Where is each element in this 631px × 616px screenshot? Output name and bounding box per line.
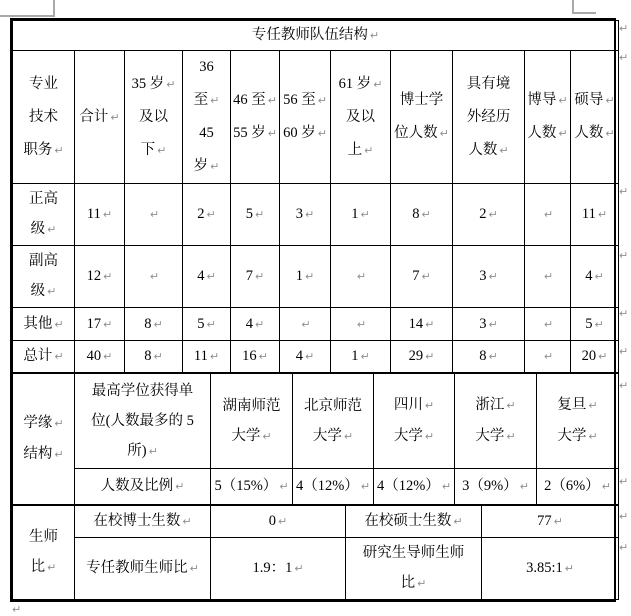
paragraph-mark-icon: ↵ <box>255 208 265 221</box>
data-cell[interactable] <box>75 308 125 341</box>
cell-text: 生师 <box>29 529 58 545</box>
cell-text: 职务 <box>23 141 53 158</box>
column-header-cell[interactable] <box>571 51 619 184</box>
data-cell[interactable] <box>280 246 331 308</box>
cell-text: 技术 <box>29 108 58 125</box>
paragraph-mark-icon: ↵ <box>364 143 374 157</box>
cell-value: 2 <box>479 206 487 222</box>
paragraph-mark-icon: ↵ <box>488 317 498 331</box>
paragraph-mark-icon: ↵ <box>425 317 435 331</box>
cell-text: 在校硕士生数 <box>364 513 452 529</box>
paragraph-mark-icon: ↵ <box>594 270 604 283</box>
paragraph-mark-icon: ↵ <box>255 270 265 283</box>
paragraph-mark-icon: ↵ <box>543 208 554 221</box>
paragraph-mark-icon: ↵ <box>506 430 516 443</box>
cell-value: 11 <box>193 348 208 364</box>
paragraph-mark-icon: ↵ <box>356 317 367 331</box>
paragraph-mark-icon: ↵ <box>543 317 554 331</box>
paragraph-mark-icon: ↵ <box>153 317 163 331</box>
paragraph-mark-icon: ↵ <box>267 127 277 140</box>
cell-value: 40 <box>86 348 102 364</box>
paragraph-mark-icon: ↵ <box>149 270 160 283</box>
cell-text: 四川 <box>393 397 423 413</box>
cell-text: 大学 <box>557 428 587 444</box>
metric-value-cell[interactable] <box>482 538 619 600</box>
cell-text: 级 <box>30 283 46 299</box>
paragraph-mark-icon: ↵ <box>553 515 563 528</box>
paragraph-mark-icon: ↵ <box>453 515 463 528</box>
data-cell[interactable] <box>280 308 331 341</box>
cell-value: 5 <box>197 315 205 332</box>
cell-text: 人数 <box>574 125 604 141</box>
data-cell[interactable] <box>391 308 453 341</box>
cell-text: 77 <box>537 513 552 529</box>
paragraph-mark-icon: ↵ <box>317 94 327 107</box>
paragraph-mark-icon: ↵ <box>209 350 220 363</box>
cell-text: 61 岁 <box>338 75 372 92</box>
data-cell[interactable] <box>231 308 280 341</box>
paragraph-mark-icon: ↵ <box>506 399 516 412</box>
paragraph-mark-icon: ↵ <box>305 350 315 363</box>
column-header-cell[interactable] <box>391 51 453 184</box>
data-cell[interactable] <box>231 246 280 308</box>
paragraph-mark-icon: ↵ <box>149 208 160 221</box>
paragraph-mark-icon: ↵ <box>317 127 327 140</box>
paragraph-mark-icon: ↵ <box>206 270 216 283</box>
data-cell[interactable] <box>231 341 280 373</box>
section-label-cell[interactable] <box>13 374 75 505</box>
cell-text: 位人数 <box>394 125 438 141</box>
paragraph-mark-icon: ↵ <box>421 208 431 221</box>
paragraph-mark-icon: ↵ <box>267 94 277 107</box>
cell-value: 14 <box>408 315 424 332</box>
cell-text: 湖南师范 <box>222 397 281 414</box>
metric-label-cell[interactable] <box>75 506 211 538</box>
paragraph-mark-icon: ↵ <box>360 350 370 363</box>
university-cell[interactable] <box>211 374 293 469</box>
paragraph-mark-icon: ↵ <box>110 110 120 124</box>
paragraph-mark-icon: ↵ <box>605 94 615 107</box>
metric-value-cell[interactable] <box>482 506 619 538</box>
staff-structure-grid <box>12 20 619 373</box>
data-cell[interactable] <box>525 184 571 246</box>
row-end-mark-icon: ↵ <box>619 22 629 35</box>
paragraph-mark-icon: ↵ <box>103 317 113 331</box>
row-label-cell[interactable] <box>13 184 75 246</box>
paragraph-mark-icon: ↵ <box>488 270 498 283</box>
cell-value: 5 <box>245 206 254 222</box>
paragraph-mark-icon: ↵ <box>206 208 216 221</box>
table-title-cell[interactable] <box>13 21 619 51</box>
paragraph-mark-icon: ↵ <box>369 29 380 42</box>
metric-label-cell[interactable] <box>346 506 482 538</box>
paragraph-mark-icon: ↵ <box>54 317 64 331</box>
paragraph-mark-icon: ↵ <box>47 285 57 298</box>
cell-value: 11 <box>86 206 101 222</box>
teacher-structure-table <box>10 18 616 602</box>
cell-text: 研究生导师生师 <box>362 545 465 561</box>
paragraph-mark-icon: ↵ <box>103 350 113 363</box>
cell-text: 及以 <box>346 108 375 125</box>
paragraph-mark-icon: ↵ <box>597 208 608 221</box>
university-cell[interactable] <box>455 374 537 469</box>
cell-value: 20 <box>581 348 597 364</box>
cell-value: 4 <box>585 268 593 284</box>
paragraph-mark-icon: ↵ <box>54 350 64 363</box>
cell-text: 35 岁 <box>131 75 165 92</box>
data-cell[interactable] <box>331 308 391 341</box>
row-end-mark-icon: ↵ <box>619 510 629 523</box>
cell-text: 在校博士生数 <box>93 513 181 529</box>
column-header-cell[interactable] <box>280 51 331 184</box>
cell-text: 总计 <box>23 348 53 364</box>
student-teacher-ratio-grid <box>12 505 619 600</box>
degree-unit-header-cell[interactable] <box>75 374 211 469</box>
cell-value: 3 <box>479 315 487 332</box>
metric-value-cell[interactable] <box>211 506 346 538</box>
cell-value: 8 <box>412 206 420 222</box>
data-cell[interactable] <box>525 246 571 308</box>
metric-label-cell[interactable] <box>75 538 211 600</box>
cell-text: 人数 <box>527 125 557 141</box>
data-cell[interactable] <box>453 341 525 373</box>
paragraph-mark-icon: ↵ <box>488 208 498 221</box>
cell-text: 3.85:1 <box>526 560 563 576</box>
data-cell[interactable] <box>280 341 331 373</box>
cell-text: 所) <box>127 442 147 459</box>
cell-text: 岁 <box>193 158 209 174</box>
column-header-cell[interactable] <box>125 51 183 184</box>
data-cell[interactable] <box>183 184 231 246</box>
ratio-value-cell[interactable] <box>293 469 374 505</box>
cell-text: 及以 <box>139 108 168 125</box>
paragraph-mark-icon: ↵ <box>157 143 167 157</box>
paragraph-mark-icon: ↵ <box>360 480 371 493</box>
cell-value: 3 <box>479 268 487 284</box>
paragraph-mark-icon: ↵ <box>153 350 163 363</box>
paragraph-mark-icon: ↵ <box>148 444 158 458</box>
column-header-cell[interactable] <box>231 51 280 184</box>
cell-text: 大学 <box>312 427 342 444</box>
cell-text: 外经历 <box>466 108 511 125</box>
cell-value: 1 <box>351 206 359 222</box>
row-label-cell[interactable] <box>13 308 75 341</box>
paragraph-mark-icon: ↵ <box>189 562 199 575</box>
paragraph-mark-icon: ↵ <box>601 480 611 493</box>
ratio-value-cell[interactable] <box>455 469 537 505</box>
paragraph-mark-icon: ↵ <box>12 603 22 616</box>
cell-value: 4 <box>245 315 254 332</box>
paragraph-mark-icon: ↵ <box>488 350 498 363</box>
data-cell[interactable] <box>231 184 280 246</box>
cell-text: 5（15%） <box>214 478 278 494</box>
cell-text: 56 至 <box>283 92 316 108</box>
cell-text: 博导 <box>527 92 557 108</box>
university-cell[interactable] <box>293 374 374 469</box>
cell-text: 45 <box>199 125 214 141</box>
metric-label-cell[interactable] <box>346 538 482 600</box>
paragraph-mark-icon: ↵ <box>305 208 315 221</box>
data-cell[interactable] <box>280 184 331 246</box>
university-cell[interactable] <box>374 374 455 469</box>
cell-text: 比 <box>400 575 416 591</box>
cell-text: 55 岁 <box>233 125 266 141</box>
cell-text: 位(人数最多的 5 <box>91 412 194 429</box>
row-end-mark-icon: ↵ <box>619 541 629 554</box>
cell-text: 合计 <box>79 108 109 125</box>
paragraph-mark-icon: ↵ <box>166 77 176 91</box>
data-cell[interactable] <box>125 246 183 308</box>
paragraph-mark-icon: ↵ <box>558 127 568 140</box>
paragraph-mark-icon: ↵ <box>558 94 568 107</box>
column-header-cell[interactable] <box>331 51 391 184</box>
cell-text: 4（12%） <box>295 478 359 494</box>
cell-text: 专任教师生师比 <box>86 560 188 576</box>
text-boundary-mark-top-right-h <box>572 12 596 14</box>
cell-text: 至 <box>193 92 209 108</box>
data-cell[interactable] <box>331 184 391 246</box>
paragraph-mark-icon: ↵ <box>605 127 615 140</box>
cell-text: 北京师范 <box>304 397 362 414</box>
row-end-mark-icon: ↵ <box>619 307 629 320</box>
data-cell[interactable] <box>125 184 183 246</box>
paragraph-mark-icon: ↵ <box>54 417 64 430</box>
row-end-mark-icon: ↵ <box>619 51 629 64</box>
data-cell[interactable] <box>391 246 453 308</box>
ratio-row-label-cell[interactable] <box>75 469 211 505</box>
data-cell[interactable] <box>571 308 619 341</box>
column-header-cell[interactable] <box>13 51 75 184</box>
row-end-mark-icon: ↵ <box>619 249 629 262</box>
cell-value: 7 <box>245 268 254 284</box>
cell-value: 5 <box>585 315 593 332</box>
paragraph-mark-icon: ↵ <box>564 562 574 575</box>
row-end-mark-icon: ↵ <box>619 379 629 392</box>
column-header-cell[interactable] <box>183 51 231 184</box>
university-cell[interactable] <box>537 374 619 469</box>
row-label-cell[interactable] <box>13 341 75 373</box>
cell-value: 7 <box>412 268 420 284</box>
text-boundary-mark-top-left-h <box>0 15 55 17</box>
cell-text: 3（9%） <box>462 478 518 494</box>
paragraph-mark-icon: ↵ <box>543 350 554 363</box>
paragraph-mark-icon: ↵ <box>54 448 64 461</box>
paragraph-mark-icon: ↵ <box>279 480 289 493</box>
paragraph-mark-icon: ↵ <box>294 562 304 575</box>
cell-value: 1 <box>295 268 304 284</box>
cell-text: 其他 <box>23 315 53 332</box>
cell-text: 下 <box>140 141 156 158</box>
data-cell[interactable] <box>571 341 619 373</box>
cell-text: 46 至 <box>233 92 266 108</box>
cell-text: 博士学 <box>399 92 444 108</box>
cell-text: 2（6%） <box>544 478 600 494</box>
data-cell[interactable] <box>183 246 231 308</box>
section-label-cell[interactable] <box>13 506 75 600</box>
data-cell[interactable] <box>125 341 183 373</box>
ratio-value-cell[interactable] <box>374 469 455 505</box>
paragraph-mark-icon: ↵ <box>424 399 435 412</box>
paragraph-mark-icon: ↵ <box>47 223 57 236</box>
paragraph-mark-icon: ↵ <box>255 317 265 331</box>
paragraph-mark-icon: ↵ <box>543 270 554 283</box>
paragraph-mark-icon: ↵ <box>499 143 509 157</box>
cell-value: 2 <box>197 206 205 222</box>
cell-text: 复旦 <box>557 397 587 413</box>
paragraph-mark-icon: ↵ <box>421 270 431 283</box>
paragraph-mark-icon: ↵ <box>598 350 608 363</box>
cell-text: 硕导 <box>574 92 604 108</box>
cell-value: 8 <box>144 315 152 332</box>
paragraph-mark-icon: ↵ <box>278 515 288 528</box>
paragraph-mark-icon: ↵ <box>360 208 370 221</box>
paragraph-mark-icon: ↵ <box>588 430 598 443</box>
paragraph-mark-icon: ↵ <box>182 515 192 528</box>
data-cell[interactable] <box>75 341 125 373</box>
cell-value: 29 <box>408 348 424 364</box>
cell-value: 8 <box>144 348 152 364</box>
cell-text: 1.9：1 <box>252 560 293 576</box>
cell-text: 大学 <box>231 427 261 444</box>
row-end-mark-icon: ↵ <box>619 345 629 358</box>
data-cell[interactable] <box>125 308 183 341</box>
ratio-value-cell[interactable] <box>537 469 619 505</box>
paragraph-mark-icon: ↵ <box>258 350 268 363</box>
cell-text: 学缘 <box>23 415 53 431</box>
paragraph-mark-icon: ↵ <box>175 480 185 493</box>
cell-text: 专业 <box>29 75 58 92</box>
table-title: 专任教师队伍结构 <box>251 27 368 43</box>
paragraph-mark-icon: ↵ <box>588 399 598 412</box>
cell-value: 4 <box>295 348 304 364</box>
text-boundary-mark-top-left-v <box>53 0 55 17</box>
ratio-value-cell[interactable] <box>211 469 293 505</box>
row-label-cell[interactable] <box>13 246 75 308</box>
cell-value: 8 <box>479 348 487 364</box>
cell-text: 4（12%） <box>376 478 440 494</box>
paragraph-mark-icon: ↵ <box>54 143 64 157</box>
paragraph-mark-icon: ↵ <box>47 561 57 574</box>
cell-value: 4 <box>197 268 205 284</box>
metric-value-cell[interactable] <box>211 538 346 600</box>
cell-value: 1 <box>351 348 359 364</box>
paragraph-mark-icon: ↵ <box>441 480 452 493</box>
cell-text: 人数及比例 <box>100 478 174 494</box>
paragraph-mark-icon: ↵ <box>373 77 383 91</box>
cell-value: 3 <box>295 206 304 222</box>
column-header-cell[interactable] <box>525 51 571 184</box>
row-end-mark-icon: ↵ <box>619 475 629 488</box>
cell-text: 0 <box>268 513 277 529</box>
paragraph-mark-icon: ↵ <box>210 94 220 107</box>
column-header-cell[interactable] <box>453 51 525 184</box>
data-cell[interactable] <box>75 184 125 246</box>
paragraph-mark-icon: ↵ <box>305 270 315 283</box>
data-cell[interactable] <box>75 246 125 308</box>
data-cell[interactable] <box>571 246 619 308</box>
data-cell[interactable] <box>453 184 525 246</box>
cell-text: 60 岁 <box>283 125 316 141</box>
data-cell[interactable] <box>453 308 525 341</box>
data-cell[interactable] <box>453 246 525 308</box>
data-cell[interactable] <box>525 308 571 341</box>
cell-text: 正高 <box>29 191 58 207</box>
row-end-mark-icon: ↵ <box>619 185 629 198</box>
paragraph-mark-icon: ↵ <box>343 429 354 443</box>
paragraph-mark-icon: ↵ <box>356 270 367 283</box>
paragraph-mark-icon: ↵ <box>210 160 220 173</box>
data-cell[interactable] <box>391 341 453 373</box>
cell-text: 浙江 <box>475 397 505 413</box>
data-cell[interactable] <box>525 341 571 373</box>
cell-text: 大学 <box>393 428 423 444</box>
data-cell[interactable] <box>331 246 391 308</box>
paragraph-mark-icon: ↵ <box>103 270 113 283</box>
column-header-cell[interactable] <box>75 51 125 184</box>
paragraph-mark-icon: ↵ <box>206 317 216 331</box>
cell-value: 11 <box>581 206 596 222</box>
cell-text: 上 <box>347 141 363 158</box>
paragraph-mark-icon: ↵ <box>594 317 604 331</box>
cell-text: 人数 <box>468 141 498 158</box>
paragraph-mark-icon: ↵ <box>262 429 272 443</box>
paragraph-mark-icon: ↵ <box>424 430 435 443</box>
data-cell[interactable] <box>331 341 391 373</box>
cell-value: 17 <box>86 315 102 332</box>
cell-text: 最高学位获得单 <box>91 382 194 399</box>
data-cell[interactable] <box>571 184 619 246</box>
paragraph-mark-icon: ↵ <box>425 350 435 363</box>
paragraph-mark-icon: ↵ <box>439 127 449 140</box>
data-cell[interactable] <box>183 308 231 341</box>
cell-text: 比 <box>30 559 46 575</box>
academic-origin-grid <box>12 373 619 505</box>
cell-text: 具有境 <box>466 75 511 92</box>
cell-text: 副高 <box>29 253 58 269</box>
cell-text: 结构 <box>23 446 53 462</box>
cell-text: 大学 <box>475 428 505 444</box>
paragraph-mark-icon: ↵ <box>102 208 113 221</box>
cell-value: 16 <box>242 348 257 364</box>
paragraph-mark-icon: ↵ <box>301 317 311 331</box>
data-cell[interactable] <box>183 341 231 373</box>
cell-value: 12 <box>86 268 102 284</box>
paragraph-mark-icon: ↵ <box>519 480 529 493</box>
data-cell[interactable] <box>391 184 453 246</box>
cell-text: 36 <box>199 59 214 75</box>
cell-text: 级 <box>30 221 46 237</box>
paragraph-mark-icon: ↵ <box>417 577 427 590</box>
